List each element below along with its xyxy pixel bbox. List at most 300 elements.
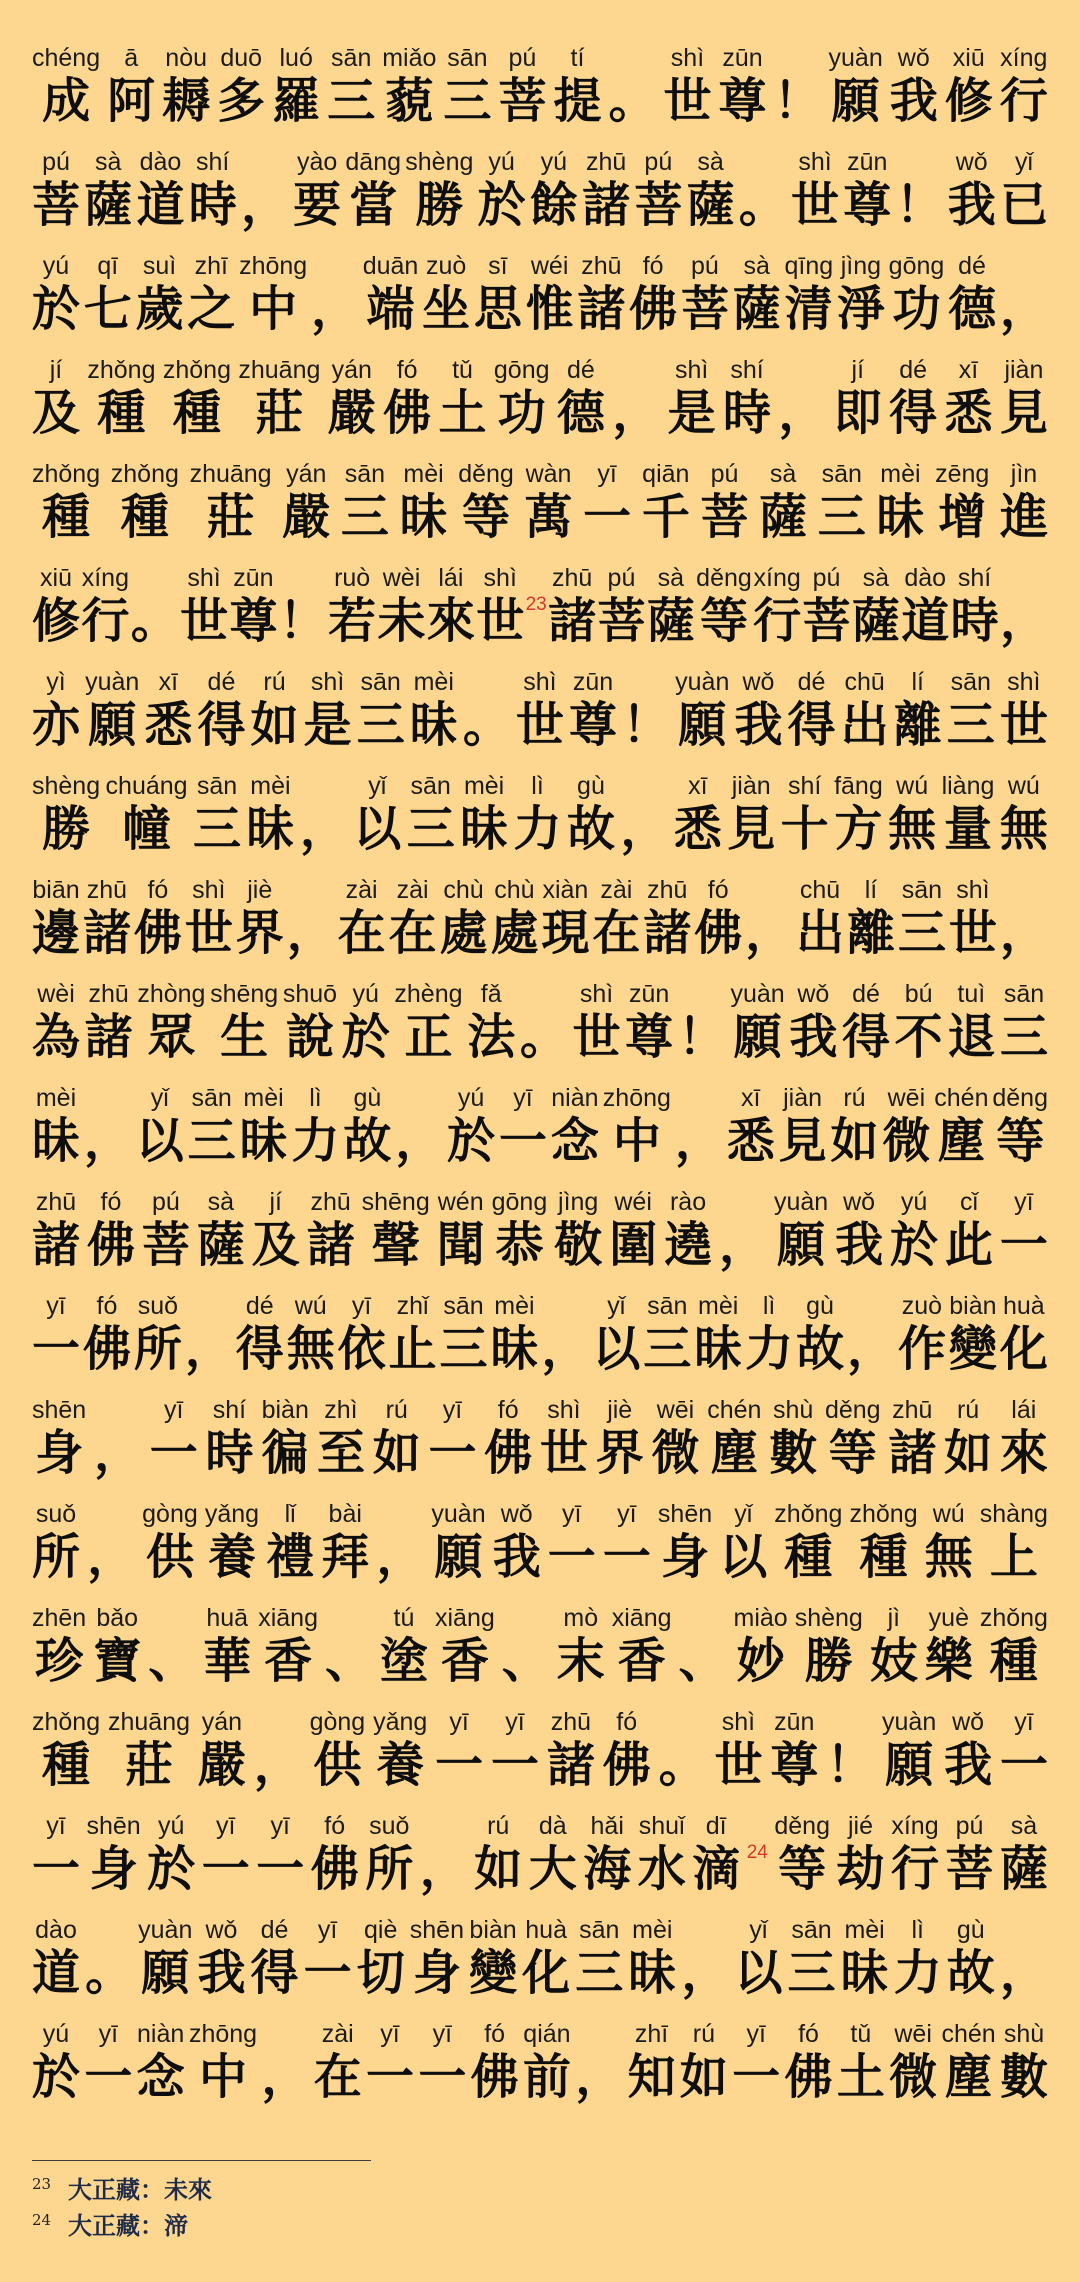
text-line bbox=[32, 1915, 1048, 2019]
pinyin: yī bbox=[513, 1084, 533, 1112]
hanzi: 一 bbox=[32, 1321, 81, 1377]
pinyin: gù bbox=[806, 1292, 834, 1320]
pinyin: lǐ bbox=[284, 1500, 296, 1528]
hanzi: 一 bbox=[149, 1425, 198, 1481]
hanzi: 菩 bbox=[680, 281, 729, 337]
pinyin: zhū bbox=[581, 252, 622, 280]
pinyin: xíng bbox=[1000, 44, 1048, 72]
hanzi: 以 bbox=[135, 1113, 184, 1169]
ruby-char bbox=[888, 771, 936, 857]
pinyin: shì bbox=[483, 564, 517, 592]
pinyin: lì bbox=[309, 1084, 322, 1112]
ruby-char bbox=[203, 1603, 251, 1689]
hanzi: 眾 bbox=[147, 1009, 196, 1065]
pinyin: wén bbox=[437, 1188, 484, 1216]
hanzi: 一 bbox=[547, 1529, 596, 1585]
pinyin: zhuāng bbox=[189, 460, 272, 488]
ruby-char bbox=[898, 1291, 946, 1377]
ruby-char bbox=[258, 1603, 318, 1689]
hanzi: 尊 bbox=[625, 1009, 674, 1065]
hanzi: 劫 bbox=[836, 1841, 885, 1897]
pinyin: zhǒng bbox=[32, 1708, 101, 1736]
ruby-char bbox=[603, 1499, 651, 1585]
ruby-char bbox=[847, 875, 895, 961]
pinyin: shuǐ bbox=[638, 1812, 685, 1840]
punctuation: 。 bbox=[85, 1945, 134, 2001]
punctuation-slot bbox=[463, 667, 511, 753]
pinyin: zhǒng bbox=[849, 1500, 918, 1528]
ruby-char bbox=[890, 1187, 938, 1273]
hanzi: 昧 bbox=[409, 697, 458, 753]
ruby-char bbox=[784, 251, 833, 337]
punctuation: ！ bbox=[622, 697, 671, 753]
punctuation-slot bbox=[148, 1603, 196, 1689]
pinyin: shēn bbox=[86, 1812, 141, 1840]
text-line bbox=[32, 2019, 1048, 2123]
hanzi: 勝 bbox=[42, 801, 91, 857]
hanzi: 是 bbox=[303, 697, 352, 753]
pinyin: xiāng bbox=[434, 1604, 495, 1632]
punctuation: ， bbox=[240, 177, 289, 233]
ruby-char bbox=[992, 1083, 1048, 1169]
hanzi: 一 bbox=[999, 1737, 1048, 1793]
punctuation-slot bbox=[612, 355, 660, 441]
hanzi: 成 bbox=[42, 73, 91, 129]
ruby-char bbox=[1000, 771, 1048, 857]
ruby-char bbox=[603, 1083, 671, 1169]
hanzi: 無 bbox=[999, 801, 1048, 857]
pinyin: yǐ bbox=[368, 772, 387, 800]
pinyin: wú bbox=[932, 1500, 965, 1528]
hanzi: 七 bbox=[83, 281, 132, 337]
punctuation: ！ bbox=[895, 177, 944, 233]
punctuation: ， bbox=[999, 1945, 1048, 2001]
pinyin: zhōng bbox=[602, 1084, 671, 1112]
footnote-number: 24 bbox=[32, 2211, 52, 2229]
ruby-char bbox=[719, 43, 767, 129]
pinyin: jìng bbox=[840, 252, 882, 280]
ruby-char bbox=[363, 251, 419, 337]
pinyin: yī bbox=[505, 1708, 525, 1736]
punctuation-slot bbox=[679, 1603, 727, 1689]
pinyin: zūn bbox=[774, 1708, 815, 1736]
ruby-char bbox=[850, 1499, 918, 1585]
pinyin: cǐ bbox=[959, 1188, 978, 1216]
ruby-char bbox=[947, 1915, 995, 2001]
ruby-char bbox=[87, 355, 155, 441]
pinyin: wēi bbox=[656, 1396, 695, 1424]
ruby-char bbox=[733, 251, 781, 337]
hanzi: 昧 bbox=[490, 1321, 539, 1377]
hanzi: 佛 bbox=[86, 1217, 135, 1273]
ruby-char bbox=[353, 771, 401, 857]
ruby-char bbox=[389, 875, 437, 961]
hanzi: 三 bbox=[193, 801, 242, 857]
pinyin: sān bbox=[647, 1292, 688, 1320]
hanzi: 切 bbox=[356, 1945, 405, 2001]
ruby-char bbox=[469, 1915, 517, 2001]
ruby-char bbox=[889, 251, 945, 337]
footnote-number: 23 bbox=[32, 2175, 52, 2193]
ruby-char bbox=[901, 563, 949, 649]
ruby-char bbox=[32, 563, 80, 649]
hanzi: 尊 bbox=[718, 73, 767, 129]
pinyin: shēn bbox=[657, 1500, 713, 1528]
hanzi: 拜 bbox=[321, 1529, 370, 1585]
hanzi: 願 bbox=[678, 697, 727, 753]
ruby-char bbox=[138, 1915, 192, 2001]
pinyin: yī bbox=[442, 1396, 463, 1424]
ruby-char bbox=[944, 1707, 992, 1793]
hanzi: 正 bbox=[404, 1009, 453, 1065]
punctuation-slot bbox=[94, 1395, 142, 1481]
pinyin: shèng bbox=[794, 1604, 863, 1632]
pinyin: zài bbox=[600, 876, 633, 904]
hanzi: 於 bbox=[147, 1841, 196, 1897]
pinyin: fó bbox=[497, 1396, 519, 1424]
hanzi: 莊 bbox=[255, 385, 304, 441]
ruby-char bbox=[32, 875, 80, 961]
pinyin: yǐ bbox=[607, 1292, 626, 1320]
hanzi: 嚴 bbox=[197, 1737, 246, 1793]
pinyin: yán bbox=[331, 356, 372, 384]
hanzi: 一 bbox=[602, 1529, 651, 1585]
hanzi: 菩 bbox=[802, 593, 851, 649]
hanzi: 三 bbox=[999, 1009, 1048, 1065]
text-line bbox=[32, 1187, 1048, 1291]
ruby-char bbox=[32, 43, 100, 129]
ruby-char bbox=[942, 771, 995, 857]
pinyin: dé bbox=[852, 980, 880, 1008]
pinyin: lì bbox=[911, 1916, 924, 1944]
footnote-text: 大正藏：未來 bbox=[68, 2175, 212, 2204]
hanzi: 水 bbox=[637, 1841, 686, 1897]
pinyin: zūn bbox=[722, 44, 763, 72]
pinyin: suǒ bbox=[35, 1500, 77, 1528]
hanzi: 薩 bbox=[686, 177, 735, 233]
hanzi: 得 bbox=[889, 385, 938, 441]
pinyin: zhòng bbox=[137, 980, 206, 1008]
hanzi: 塗 bbox=[379, 1633, 428, 1689]
hanzi: 薩 bbox=[999, 1841, 1048, 1897]
hanzi: 華 bbox=[203, 1633, 252, 1689]
pinyin: suì bbox=[142, 252, 177, 280]
pinyin: yī bbox=[1014, 1708, 1034, 1736]
ruby-char bbox=[32, 1395, 86, 1481]
ruby-char bbox=[251, 667, 299, 753]
ruby-char bbox=[882, 1707, 936, 1793]
pinyin: zhū bbox=[86, 876, 128, 904]
pinyin: sà bbox=[207, 1188, 235, 1216]
text-line bbox=[32, 1707, 1048, 1811]
hanzi: 千 bbox=[641, 489, 690, 545]
punctuation-slot bbox=[279, 563, 327, 649]
ruby-char bbox=[32, 1083, 80, 1169]
footnote-24 bbox=[32, 2210, 188, 2242]
hanzi: 德 bbox=[556, 385, 605, 441]
ruby-char bbox=[888, 1395, 936, 1481]
hanzi: 增 bbox=[938, 489, 987, 545]
hanzi: 說 bbox=[285, 1009, 334, 1065]
punctuation-slot bbox=[1000, 251, 1048, 337]
ruby-char bbox=[612, 1603, 672, 1689]
ruby-char bbox=[317, 1395, 365, 1481]
punctuation-slot bbox=[376, 1499, 424, 1585]
ruby-char bbox=[603, 1707, 651, 1793]
hanzi: 及 bbox=[251, 1217, 300, 1273]
hanzi: 見 bbox=[778, 1113, 827, 1169]
hanzi: 如 bbox=[474, 1841, 523, 1897]
ruby-char bbox=[774, 1811, 830, 1897]
ruby-char bbox=[491, 1707, 539, 1793]
hanzi: 三 bbox=[327, 73, 376, 129]
pinyin: rú bbox=[263, 668, 286, 696]
pinyin: tǔ bbox=[452, 356, 473, 384]
ruby-char bbox=[554, 1187, 602, 1273]
ruby-char bbox=[202, 1811, 250, 1897]
ruby-char bbox=[629, 251, 677, 337]
hanzi: 端 bbox=[366, 281, 415, 337]
hanzi: 中 bbox=[199, 2049, 248, 2105]
footnote-ref: 23 bbox=[525, 594, 547, 615]
pinyin: yī bbox=[380, 2020, 400, 2048]
hanzi: 中 bbox=[249, 281, 298, 337]
pinyin: shì bbox=[798, 148, 832, 176]
hanzi: 等 bbox=[778, 1841, 827, 1897]
ruby-char bbox=[440, 875, 488, 961]
ruby-char bbox=[949, 875, 997, 961]
hanzi: 昧 bbox=[840, 1945, 889, 2001]
hanzi: 化 bbox=[522, 1945, 571, 2001]
hanzi: 來 bbox=[999, 1425, 1048, 1481]
ruby-char bbox=[898, 875, 946, 961]
hanzi: 尊 bbox=[843, 177, 892, 233]
ruby-char bbox=[373, 1707, 427, 1793]
pinyin: mèi bbox=[403, 460, 444, 488]
hanzi: 十 bbox=[780, 801, 829, 857]
pinyin: shì bbox=[670, 44, 705, 72]
ruby-char bbox=[422, 251, 470, 337]
pinyin: xī bbox=[158, 668, 179, 696]
pinyin: zūn bbox=[847, 148, 888, 176]
ruby-char bbox=[343, 1083, 391, 1169]
hanzi: 徧 bbox=[261, 1425, 310, 1481]
text-line bbox=[32, 1395, 1048, 1499]
hanzi: 願 bbox=[885, 1737, 934, 1793]
hanzi: 世 bbox=[184, 905, 233, 961]
ruby-char bbox=[198, 1707, 246, 1793]
hanzi: 進 bbox=[999, 489, 1048, 545]
hanzi: 餘 bbox=[529, 177, 578, 233]
text-line bbox=[32, 1083, 1048, 1187]
hanzi: 世 bbox=[714, 1737, 763, 1793]
punctuation: ， bbox=[999, 593, 1048, 649]
pinyin: fó bbox=[324, 1812, 346, 1840]
ruby-char bbox=[407, 771, 455, 857]
hanzi: 三 bbox=[575, 1945, 624, 2001]
punctuation: ， bbox=[999, 905, 1048, 961]
ruby-char bbox=[490, 1291, 538, 1377]
pinyin: duān bbox=[362, 252, 419, 280]
ruby-char bbox=[185, 875, 233, 961]
pinyin: wú bbox=[896, 772, 929, 800]
punctuation-slot bbox=[87, 1499, 135, 1585]
ruby-char bbox=[796, 1291, 844, 1377]
punctuation-slot bbox=[325, 1603, 373, 1689]
hanzi: 塵 bbox=[944, 2049, 993, 2105]
hanzi: 惟 bbox=[525, 281, 574, 337]
hanzi: 諸 bbox=[548, 593, 597, 649]
hanzi: 我 bbox=[492, 1529, 541, 1585]
pinyin: yī bbox=[163, 1396, 184, 1424]
ruby-char bbox=[567, 771, 615, 857]
punctuation-slot bbox=[1000, 1915, 1048, 2001]
pinyin: shàng bbox=[979, 1500, 1048, 1528]
pinyin: bǎo bbox=[96, 1604, 139, 1632]
pinyin: pú bbox=[710, 460, 739, 488]
punctuation: ， bbox=[719, 1217, 768, 1273]
pinyin: pú bbox=[812, 564, 841, 592]
hanzi: 妓 bbox=[869, 1633, 918, 1689]
pinyin: fó bbox=[96, 1292, 118, 1320]
punctuation: ， bbox=[778, 385, 827, 441]
hanzi: 得 bbox=[197, 697, 246, 753]
ruby-char bbox=[108, 1707, 190, 1793]
pinyin: jìn bbox=[1010, 460, 1038, 488]
pinyin: shì bbox=[310, 668, 345, 696]
punctuation-slot bbox=[395, 1083, 443, 1169]
pinyin: shì bbox=[721, 1708, 756, 1736]
pinyin: sà bbox=[657, 564, 685, 592]
hanzi: 即 bbox=[833, 385, 882, 441]
pinyin: niàn bbox=[551, 1084, 599, 1112]
pinyin: yī bbox=[1014, 1188, 1034, 1216]
ruby-char bbox=[1000, 1707, 1048, 1793]
pinyin: huà bbox=[1002, 1292, 1045, 1320]
pinyin: zhōng bbox=[239, 252, 308, 280]
pinyin: shì bbox=[956, 876, 990, 904]
text-line bbox=[32, 979, 1048, 1083]
text-line bbox=[32, 1811, 1048, 1915]
pinyin: sān bbox=[196, 772, 238, 800]
hanzi: 為 bbox=[32, 1009, 81, 1065]
pinyin: yǐ bbox=[150, 1084, 169, 1112]
hanzi: 來 bbox=[426, 593, 475, 649]
ruby-char bbox=[439, 355, 487, 441]
hanzi: 諸 bbox=[32, 1217, 81, 1273]
ruby-char bbox=[256, 1811, 304, 1897]
hanzi: 是 bbox=[667, 385, 716, 441]
hanzi: 此 bbox=[944, 1217, 993, 1273]
ruby-char bbox=[32, 355, 80, 441]
text-line bbox=[32, 875, 1048, 979]
hanzi: 無 bbox=[888, 801, 937, 857]
ruby-char bbox=[647, 563, 695, 649]
punctuation: ， bbox=[376, 1529, 425, 1585]
ruby-char bbox=[494, 355, 550, 441]
hanzi: 諸 bbox=[84, 1009, 133, 1065]
punctuation-slot bbox=[622, 667, 670, 753]
hanzi: 昧 bbox=[876, 489, 925, 545]
pinyin: wǒ bbox=[952, 1708, 985, 1736]
pinyin: shì bbox=[187, 564, 221, 592]
pinyin: shù bbox=[1003, 2020, 1045, 2048]
pinyin: zhū bbox=[551, 564, 593, 592]
pinyin: zhǒng bbox=[162, 356, 231, 384]
text-line bbox=[32, 1499, 1048, 1603]
pinyin: zhū bbox=[310, 1188, 351, 1216]
ruby-char bbox=[147, 1811, 195, 1897]
hanzi: 種 bbox=[784, 1529, 833, 1585]
pinyin: zēng bbox=[935, 460, 990, 488]
hanzi: 塵 bbox=[937, 1113, 986, 1169]
pinyin: rú bbox=[956, 1396, 980, 1424]
pinyin: sān bbox=[410, 772, 451, 800]
ruby-char bbox=[142, 1499, 198, 1585]
pinyin: sān bbox=[344, 460, 386, 488]
hanzi: 於 bbox=[32, 281, 81, 337]
ruby-char bbox=[87, 1187, 135, 1273]
ruby-char bbox=[830, 1083, 878, 1169]
pinyin: shì bbox=[1007, 668, 1041, 696]
ruby-char bbox=[266, 1499, 314, 1585]
pinyin: shèng bbox=[32, 772, 101, 800]
punctuation-slot bbox=[620, 771, 668, 857]
ruby-char bbox=[238, 355, 320, 441]
ruby-char bbox=[642, 459, 690, 545]
ruby-char bbox=[795, 1603, 863, 1689]
ruby-char bbox=[774, 1187, 828, 1273]
pinyin: xiàn bbox=[542, 876, 589, 904]
hanzi: 圍 bbox=[609, 1217, 658, 1273]
pinyin: yǐ bbox=[749, 1916, 768, 1944]
hanzi: 佛 bbox=[133, 905, 182, 961]
pinyin: yuàn bbox=[828, 44, 883, 72]
pinyin: qīng bbox=[784, 252, 834, 280]
hanzi: 等 bbox=[462, 489, 511, 545]
hanzi: 嚴 bbox=[327, 385, 376, 441]
hanzi: 悉 bbox=[673, 801, 722, 857]
text-line bbox=[32, 771, 1048, 875]
ruby-char bbox=[478, 147, 526, 233]
ruby-char bbox=[551, 1083, 599, 1169]
ruby-char bbox=[236, 875, 284, 961]
pinyin: lì bbox=[531, 772, 544, 800]
pinyin: shì bbox=[523, 668, 557, 696]
pinyin: fó bbox=[484, 2020, 506, 2048]
pinyin: dī bbox=[705, 1812, 727, 1840]
hanzi: 滴 bbox=[692, 1841, 741, 1897]
pinyin: jìng bbox=[558, 1188, 599, 1216]
pinyin: yī bbox=[317, 1916, 338, 1944]
ruby-char bbox=[314, 2019, 362, 2105]
pinyin: fó bbox=[396, 356, 418, 384]
hanzi: 諸 bbox=[577, 281, 626, 337]
pinyin: zhū bbox=[35, 1188, 77, 1216]
hanzi: 如 bbox=[679, 2049, 728, 2105]
pinyin: xiū bbox=[952, 44, 985, 72]
hanzi: 三 bbox=[643, 1321, 692, 1377]
hanzi: 止 bbox=[388, 1321, 437, 1377]
ruby-char bbox=[282, 459, 330, 545]
pinyin: zhū bbox=[88, 980, 129, 1008]
pinyin: xiāng bbox=[611, 1604, 672, 1632]
pinyin: chù bbox=[494, 876, 535, 904]
hanzi: 所 bbox=[133, 1321, 182, 1377]
pinyin: yuàn bbox=[85, 668, 140, 696]
hanzi: 生 bbox=[220, 1009, 269, 1065]
pinyin: ruò bbox=[334, 564, 371, 592]
